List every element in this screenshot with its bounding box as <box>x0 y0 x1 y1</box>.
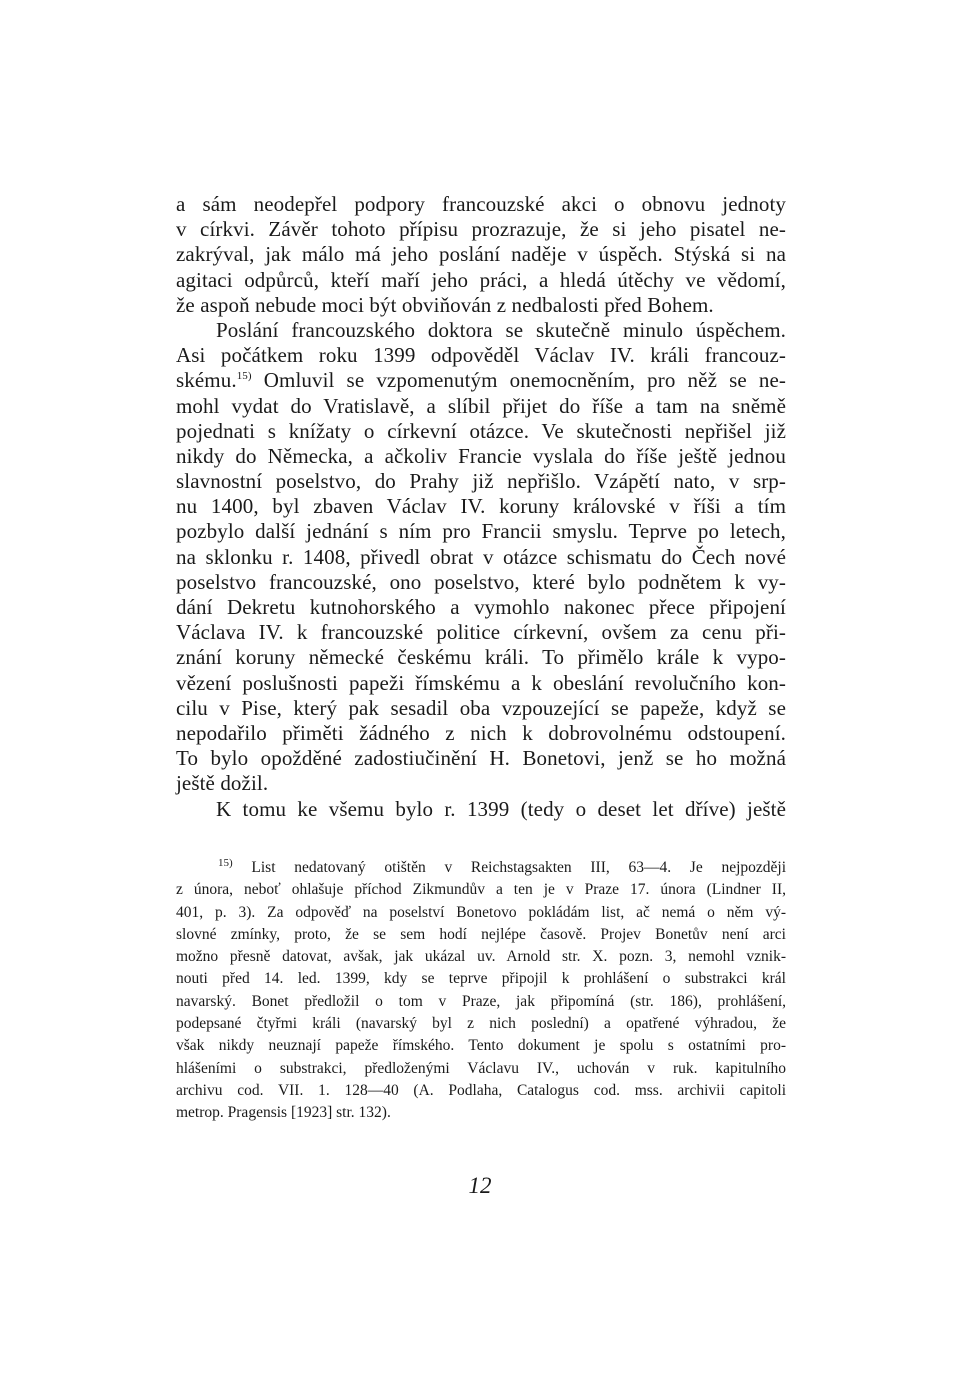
footnote-reference: 15) <box>236 370 252 383</box>
text-line: že aspoň nebude moci být obviňován z nedbalosti před Bohem. <box>176 292 714 317</box>
text-fragment: List nedatovaný otištěn v Reichstagsakten III, 63—4. Je nejpozději <box>251 859 786 876</box>
footnote-line: podepsané čtyřmi králi (navarský byl z nich poslední) a opatřené výhradou, že <box>176 1015 786 1033</box>
text-fragment: skému. <box>176 368 237 393</box>
page-number: 12 <box>468 1173 492 1198</box>
text-fragment: Omluvil se vzpomenutým onemocněním, pro něž se ne- <box>263 368 786 393</box>
footnote-marker: 15) <box>218 856 233 869</box>
footnote-line: navarský. Bonet předložil o tom v Praze, jak připomíná (str. 186), prohlášení, <box>176 992 786 1010</box>
footnote-line: možno přesně datovat, avšak, jak ukázal uv. Arnold str. X. pozn. 3, nemohl vznik- <box>176 948 786 966</box>
footnote-line: nouti před 14. led. 1399, kdy se teprve připojil k prohlášení o substrakci král <box>176 970 786 988</box>
text-line: na sklonku r. 1408, přivedl obrat v otázce schismatu do Čech nové <box>176 544 786 569</box>
footnote-line: metrop. Pragensis [1923] str. 132). <box>176 1104 391 1122</box>
text-line: Asi počátkem roku 1399 odpověděl Václav IV. králi francouz- <box>176 343 786 368</box>
text-line: pozbylo další jednání s ním pro Francii smyslu. Teprve po letech, <box>176 519 786 544</box>
text-line: v církvi. Závěr tohoto přípisu prozrazuje, že si jeho pisatel ne- <box>176 217 786 242</box>
text-line: cilu v Pise, který pak sesadil oba vzpouzející se papeže, když se <box>176 695 786 720</box>
text-line: To bylo opožděné zadostiučinění H. Bonetovi, jenž se ho možná <box>176 746 786 771</box>
text-line: a sám neodepřel podpory francouzské akci o obnovu jednoty <box>176 192 786 216</box>
text-line: vězení poslušnosti papeži římskému a k obeslání revolučního kon- <box>176 670 786 695</box>
footnote-line: slovné zmínky, proto, že se sem hodí nejlépe časově. Projev Bonetův není arci <box>176 925 786 943</box>
footnote-line: archivu cod. VII. 1. 128—40 (A. Podlaha, Catalogus cod. mss. archivii capitoli <box>176 1081 786 1099</box>
text-line-with-footnote-ref <box>176 368 786 393</box>
footnote-line <box>176 857 786 879</box>
text-line: mohl vydat do Vratislavě, a slíbil přijet do říše a tam na sněmě <box>176 393 786 418</box>
text-line: Václava IV. k francouzské politice církevní, ovšem za cenu při- <box>176 620 786 645</box>
footnote-line: 401, p. 3). Za odpověď na poselství Bonetovo pokládám list, ač nemá o něm vý- <box>176 903 786 921</box>
text-line: nepodařilo přiměti žádného z nich k dobrovolnému odstoupení. <box>176 720 786 745</box>
main-text <box>176 192 786 822</box>
text-line: ještě dožil. <box>176 771 269 796</box>
text-line: znání koruny německé českému králi. To přimělo krále k vypo- <box>176 645 786 670</box>
text-line: nikdy do Německa, a ačkoliv Francie vyslala do říše ještě jednou <box>176 443 786 468</box>
footnotes <box>176 857 786 1125</box>
footnote-line: z února, neboť ohlašuje příchod Zikmundův a ten je v Praze 17. února (Lindner II, <box>176 881 786 899</box>
text-line: K tomu ke všemu bylo r. 1399 (tedy o deset let dříve) ještě <box>216 796 786 821</box>
text-line: zakrýval, jak málo má jeho poslání naděje v úspěch. Stýská si na <box>176 242 786 267</box>
text-line: poselstvo francouzské, ono poselstvo, které bylo podnětem k vy- <box>176 569 786 594</box>
text-line: slavnostní poselstvo, do Prahy již nepřišlo. Vzápětí nato, v srp- <box>176 469 786 494</box>
text-line: pojednati s knížaty o církevní otázce. Ve skutečnosti nepřišel již <box>176 418 786 443</box>
footnote-line: však nikdy neuznají papeže římského. Tento dokument je spolu s ostatními pro- <box>176 1037 786 1055</box>
text-line: dání Dekretu kutnohorského a vymohlo nakonec přece připojení <box>176 595 786 619</box>
text-line: nu 1400, byl zbaven Václav IV. koruny královské v říši a tím <box>176 494 786 519</box>
footnote-line: hlášeními o substrakci, předloženými Václavu IV., uchován v ruk. kapitulního <box>176 1059 786 1077</box>
text-line: agitaci odpůrců, kteří maří jeho práci, a hledá útěchy ve vědomí, <box>176 267 786 292</box>
text-line: Poslání francouzského doktora se skutečně minulo úspěchem. <box>216 317 786 342</box>
